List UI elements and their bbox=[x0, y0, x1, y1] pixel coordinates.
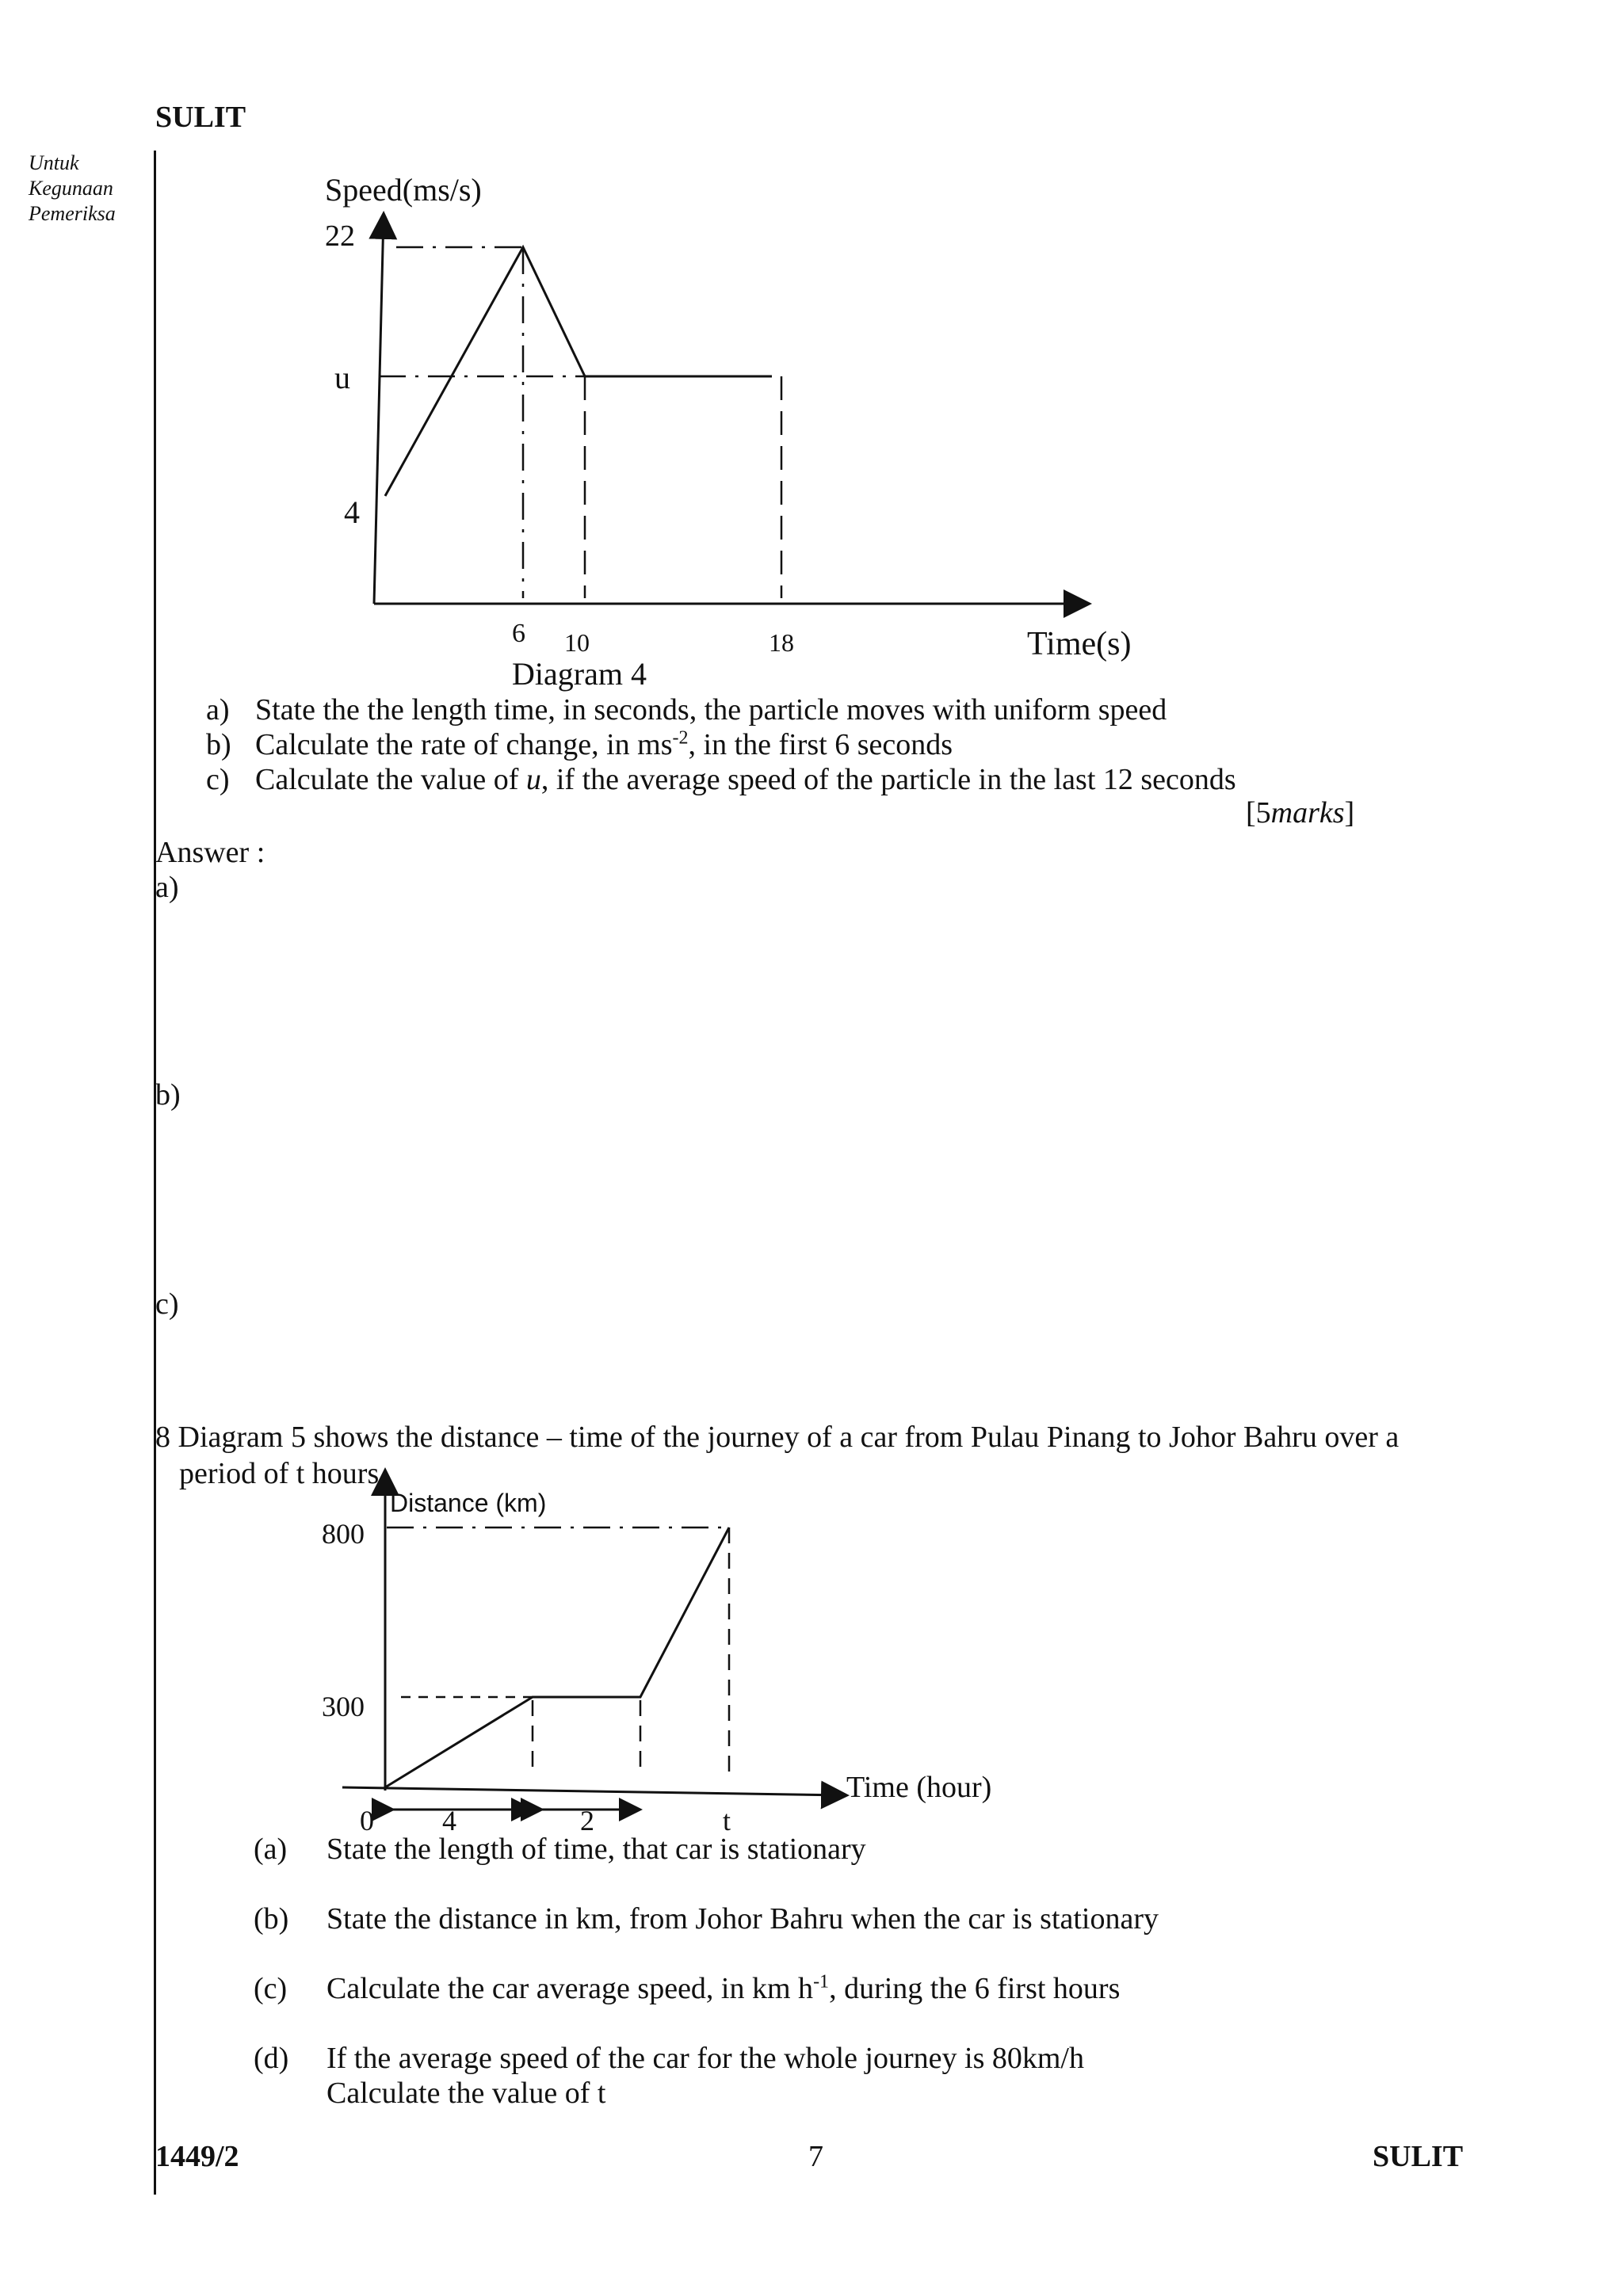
q7-item-sup: -2 bbox=[672, 727, 689, 749]
q8-item-label: (a) bbox=[254, 1833, 288, 1866]
origin-label: 0 bbox=[360, 1805, 374, 1836]
q8-item-text: If the average speed of the car for the whole journey is 80km/h bbox=[327, 2042, 1084, 2075]
y-axis bbox=[374, 215, 384, 604]
header-classification: SULIT bbox=[155, 101, 246, 134]
q7-item-c bbox=[206, 762, 1236, 797]
answer-heading: Answer : bbox=[155, 836, 265, 869]
q8-item-d-line2: Calculate the value of t bbox=[327, 2077, 606, 2110]
q7-item-text-after: , if the average speed of the particle in the last 12 seconds bbox=[540, 763, 1236, 796]
q8-item-d bbox=[254, 2041, 1084, 2076]
q7-item-text: State the the length time, in seconds, the particle moves with uniform speed bbox=[255, 693, 1167, 727]
examiner-note-line: Untuk bbox=[29, 151, 79, 174]
diagram-4-chart bbox=[0, 0, 1623, 713]
q8-item-text-after: , during the 6 first hours bbox=[829, 1972, 1121, 2005]
x-tick-t: t bbox=[723, 1805, 731, 1836]
x-axis-label: Time (hour) bbox=[846, 1771, 992, 1804]
q7-item-text: Calculate the value of bbox=[255, 763, 526, 796]
examiner-note-line: Pemeriksa bbox=[29, 202, 116, 225]
q7-marks bbox=[1246, 795, 1354, 830]
q8-item-a bbox=[254, 1832, 866, 1867]
q7-item-label: b) bbox=[206, 728, 231, 761]
footer-code: 1449/2 bbox=[155, 2140, 239, 2173]
q7-item-text: Calculate the rate of change, in ms bbox=[255, 728, 673, 761]
q8-item-label: (b) bbox=[254, 1902, 289, 1936]
q7-item-label: c) bbox=[206, 763, 230, 796]
x-axis bbox=[342, 1787, 845, 1795]
diagram-5-chart bbox=[0, 1450, 1623, 1846]
diagram-4-caption: Diagram 4 bbox=[512, 656, 647, 692]
x-axis-label: Time(s) bbox=[1027, 626, 1132, 662]
y-axis-label: Distance (km) bbox=[390, 1489, 547, 1517]
q8-intro-line2: period of t hours bbox=[179, 1457, 380, 1490]
interval-label-2: 2 bbox=[580, 1805, 594, 1836]
y-axis-label: Speed(ms/s) bbox=[325, 172, 482, 208]
y-tick-4: 4 bbox=[344, 494, 360, 530]
q8-item-text: State the distance in km, from Johor Bahru when the car is stationary bbox=[327, 1902, 1159, 1936]
q8-item-label: (c) bbox=[254, 1972, 288, 2005]
footer-page-number: 7 bbox=[808, 2140, 823, 2173]
q7-item-text-after: , in the first 6 seconds bbox=[688, 728, 953, 761]
y-tick-300: 300 bbox=[322, 1691, 365, 1722]
y-tick-800: 800 bbox=[322, 1518, 365, 1550]
y-tick-u: u bbox=[334, 360, 350, 395]
q8-item-text: State the length of time, that car is stationary bbox=[327, 1833, 866, 1866]
marks-open: [5 bbox=[1246, 796, 1271, 830]
q8-item-label: (d) bbox=[254, 2042, 289, 2075]
marks-word: marks bbox=[1270, 796, 1345, 830]
answer-part-c: c) bbox=[155, 1287, 179, 1321]
distance-time-graph bbox=[385, 1527, 729, 1787]
q7-item-b bbox=[206, 727, 953, 762]
q7-item-label: a) bbox=[206, 693, 230, 727]
q8-item-c bbox=[254, 1971, 1120, 2006]
interval-label-4: 4 bbox=[442, 1805, 456, 1836]
q7-item-variable: u bbox=[525, 763, 541, 796]
y-tick-22: 22 bbox=[325, 219, 355, 253]
q8-item-text: Calculate the car average speed, in km h bbox=[327, 1972, 814, 2005]
examiner-note-line: Kegunaan bbox=[29, 177, 113, 200]
marks-close: ] bbox=[1344, 796, 1355, 830]
q8-intro-line1: 8 Diagram 5 shows the distance – time of the journey of a car from Pulau Pinang to Johor Bahru over a bbox=[155, 1421, 1400, 1454]
speed-time-graph bbox=[385, 247, 772, 496]
x-tick-6: 6 bbox=[512, 619, 525, 648]
footer-classification: SULIT bbox=[1373, 2140, 1464, 2173]
q7-item-a bbox=[206, 692, 1167, 727]
answer-part-a: a) bbox=[155, 871, 179, 904]
x-tick-10: 10 bbox=[564, 628, 590, 657]
x-tick-18: 18 bbox=[769, 628, 794, 657]
q8-item-b bbox=[254, 1901, 1159, 1936]
q8-item-sup: -1 bbox=[813, 1971, 830, 1993]
answer-part-b: b) bbox=[155, 1078, 181, 1112]
